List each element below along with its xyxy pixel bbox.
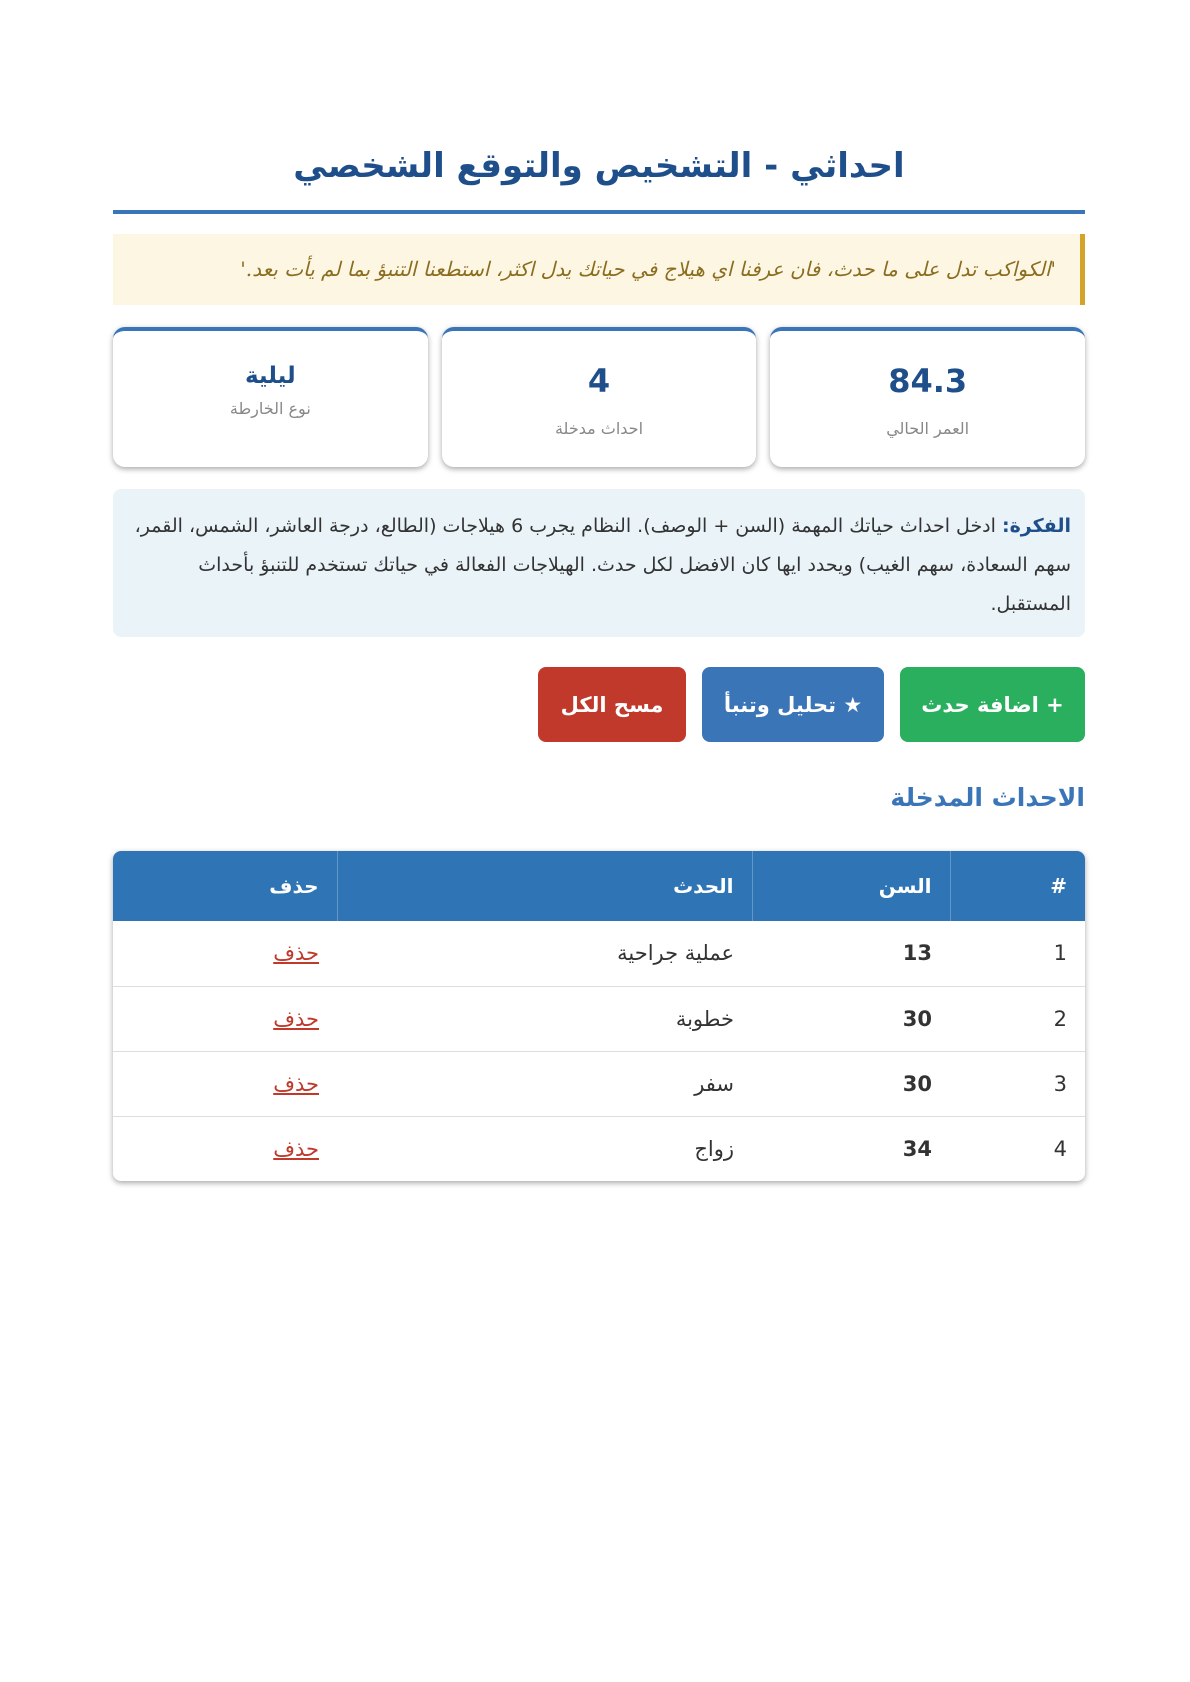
stat-value: 4: [587, 362, 611, 400]
header-age: السن: [752, 851, 950, 921]
page: [113, 0, 1085, 1181]
row-delete-cell: [113, 921, 337, 986]
info-text: ادخل احداث حياتك المهمة (السن + الوصف). النظام يجرب 6 هيلاجات (الطالع، درجة العاشر، الشمس، القمر، سهم السعادة، سهم الغيب) ويحدد ايها كان الافضل لكل حدث. الهيلاجات الفعالة في حياتك تستخدم للتنبؤ بأحداث المستقبل.: [134, 515, 1071, 615]
row-num: 3: [1053, 1071, 1067, 1096]
analyze-predict-button[interactable]: ★ تحليل وتنبأ: [702, 667, 884, 742]
row-age: 13: [902, 941, 932, 966]
stat-card-current-age: [770, 327, 1085, 467]
row-delete-cell: [113, 1116, 337, 1181]
clear-all-button[interactable]: مسح الكل: [538, 667, 686, 742]
row-event: خطوبة: [675, 1006, 734, 1031]
action-buttons: [113, 667, 1085, 742]
row-num: 1: [1053, 941, 1067, 966]
header-event: الحدث: [337, 851, 752, 921]
stat-card-chart-type: [113, 327, 428, 467]
row-age: 30: [902, 1071, 932, 1096]
row-delete-cell: [113, 1051, 337, 1116]
delete-link[interactable]: حذف: [273, 1071, 319, 1096]
stat-card-events-count: [442, 327, 757, 467]
row-event: عملية جراحية: [617, 941, 734, 966]
row-delete-cell: [113, 986, 337, 1051]
row-age: 34: [902, 1136, 932, 1161]
stat-value: 84.3: [888, 362, 968, 400]
delete-link[interactable]: حذف: [273, 1136, 319, 1161]
stats-row: [113, 327, 1085, 467]
row-num: 2: [1053, 1006, 1067, 1031]
quote-banner: 'الكواكب تدل على ما حدث، فان عرفنا اي هيلاج في حياتك يدل اكثر، استطعنا التنبؤ بما لم يأت بعد.': [113, 234, 1085, 305]
stat-value: ليلية: [244, 363, 296, 389]
table-row: [113, 986, 1085, 1051]
events-table: [113, 851, 1085, 1181]
table-row: [113, 1116, 1085, 1181]
row-event: زواج: [694, 1136, 734, 1161]
table-row: [113, 921, 1085, 986]
delete-link[interactable]: حذف: [273, 941, 319, 966]
row-event: سفر: [694, 1071, 734, 1096]
stat-label: احداث مدخلة: [554, 419, 644, 438]
header-delete: حذف: [269, 874, 319, 898]
title-divider: [113, 210, 1085, 214]
info-box: [113, 489, 1085, 637]
delete-link[interactable]: حذف: [273, 1006, 319, 1031]
row-age: 30: [902, 1006, 932, 1031]
table-row: [113, 1051, 1085, 1116]
info-label: الفكرة:: [1001, 515, 1071, 537]
table-header-row: [113, 851, 1085, 921]
page-title: احداثي - التشخيص والتوقع الشخصي: [293, 146, 905, 186]
stat-label: العمر الحالي: [886, 419, 970, 438]
row-num: 4: [1053, 1136, 1067, 1161]
header-num: #: [950, 851, 1085, 921]
section-title-events: الاحداث المدخلة: [890, 783, 1085, 812]
add-event-button[interactable]: + اضافة حدث: [900, 667, 1085, 742]
stat-label: نوع الخارطة: [229, 399, 311, 418]
